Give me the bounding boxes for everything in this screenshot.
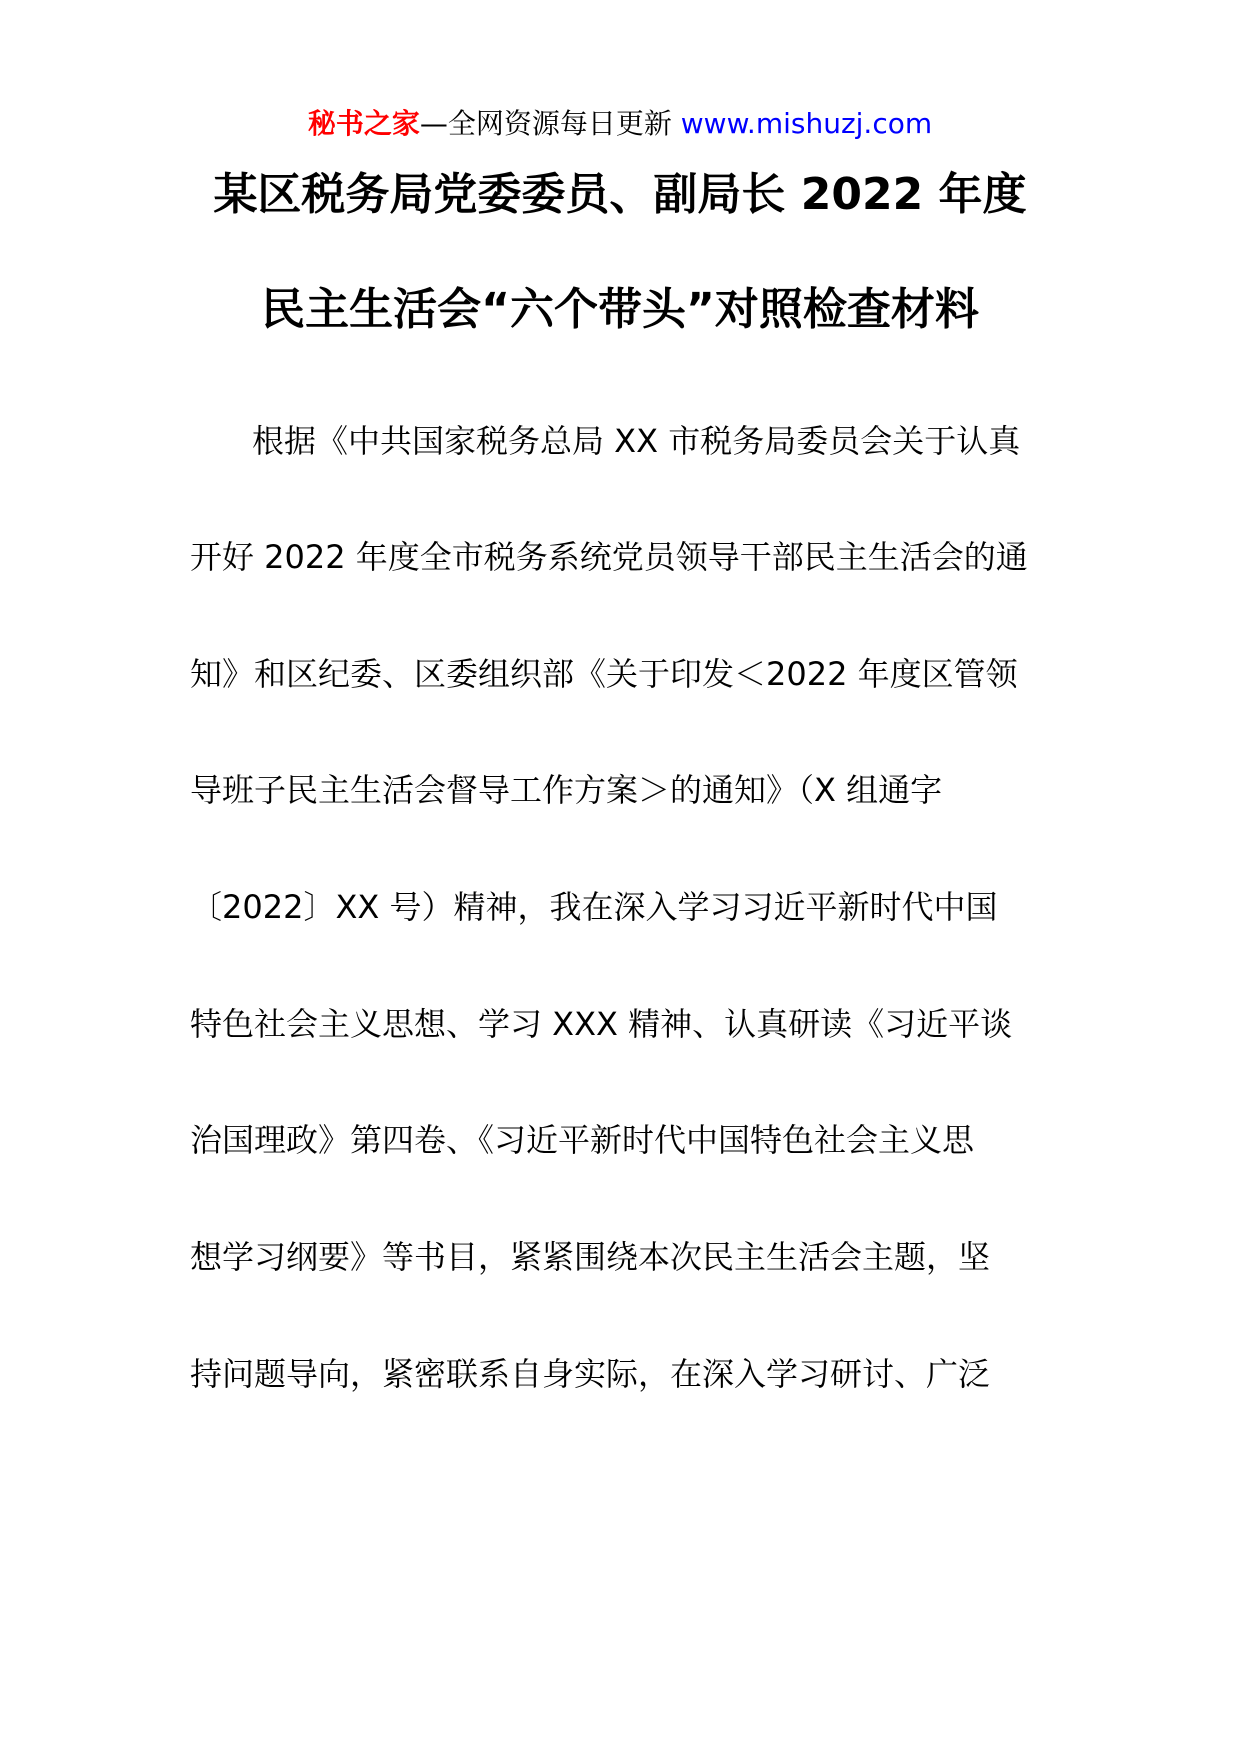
body-text-line: 想学习纲要》等书目，紧紧围绕本次民主生活会主题，坚 (190, 1238, 991, 1276)
site-header (0, 104, 1240, 144)
body-text-line: 特色社会主义思想、学习 XXX 精神、认真研读《习近平谈 (190, 1005, 1013, 1043)
body-text-line: 治国理政》第四卷、《习近平新时代中国特色社会主义思 (190, 1121, 975, 1159)
body-text-line: 〔2022〕XX 号）精神，我在深入学习习近平新时代中国 (190, 888, 998, 926)
document-title-line-1: 某区税务局党委委员、副局长 2022 年度 (213, 169, 1027, 220)
site-url-link[interactable]: www.mishuzj.com (680, 107, 933, 140)
body-text-line: 知》和区纪委、区委组织部《关于印发＜2022 年度区管领 (190, 655, 1018, 693)
body-text-line: 导班子民主生活会督导工作方案＞的通知》（X 组通字 (190, 771, 943, 809)
document-title-line-2: 民主生活会“六个带头”对照检查材料 (261, 284, 979, 335)
site-tagline: —全网资源每日更新 (419, 107, 681, 140)
body-text-line: 根据《中共国家税务总局 XX 市税务局委员会关于认真 (252, 422, 1021, 460)
site-brand: 秘书之家 (307, 107, 420, 140)
body-text-line: 持问题导向，紧密联系自身实际，在深入学习研讨、广泛 (190, 1355, 991, 1393)
body-text-line: 开好 2022 年度全市税务系统党员领导干部民主生活会的通 (190, 538, 1028, 576)
